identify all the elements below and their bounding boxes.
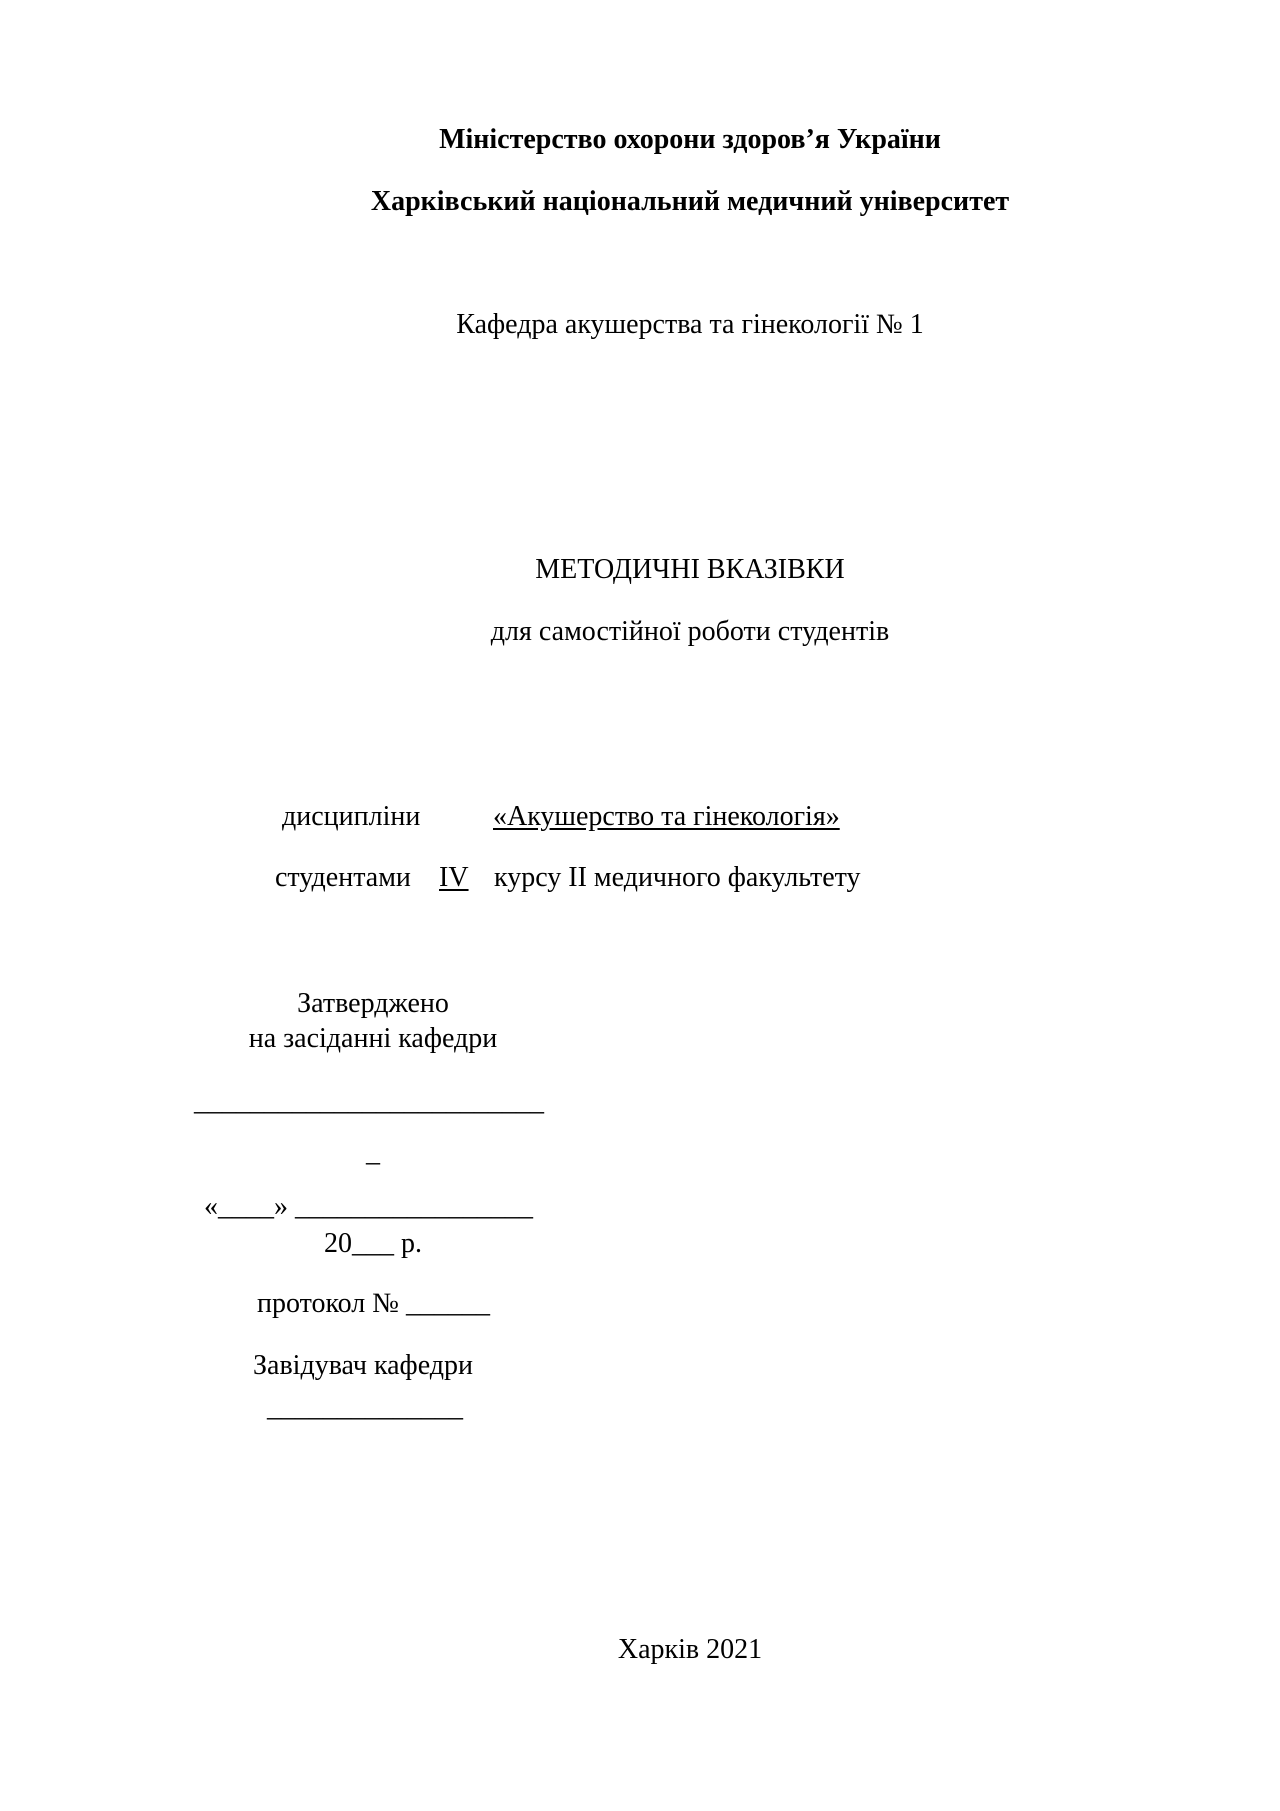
meeting-label: на засіданні кафедри [248,1023,498,1054]
department-heading: Кафедра акушерства та гінекології № 1 [456,309,924,340]
approved-label: Затверджено [297,988,449,1019]
ministry-heading: Міністерство охорони здоров’я України [439,124,941,155]
signature-line: ______________ [267,1392,463,1423]
date-line: «____» _________________ [204,1191,533,1222]
document-subtitle: для самостійної роботи студентів [490,616,890,647]
document-title: МЕТОДИЧНІ ВКАЗІВКИ [535,554,845,585]
discipline-value: «Акушерство та гінекологія» [493,801,840,832]
year-line: 20___ р. [324,1228,422,1259]
discipline-label: дисципліни [282,801,421,832]
approval-dash: _ [366,1137,380,1168]
approval-blank-line: _________________________ [194,1086,544,1117]
city-year: Харків 2021 [617,1634,763,1665]
students-suffix: курсу II медичного факультету [494,862,861,893]
course-number: IV [439,862,469,893]
university-heading: Харківський національний медичний університет [370,186,1010,217]
head-of-department-label: Завідувач кафедри [253,1350,473,1381]
protocol-line: протокол № ______ [257,1288,490,1319]
students-prefix: студентами [275,862,411,893]
